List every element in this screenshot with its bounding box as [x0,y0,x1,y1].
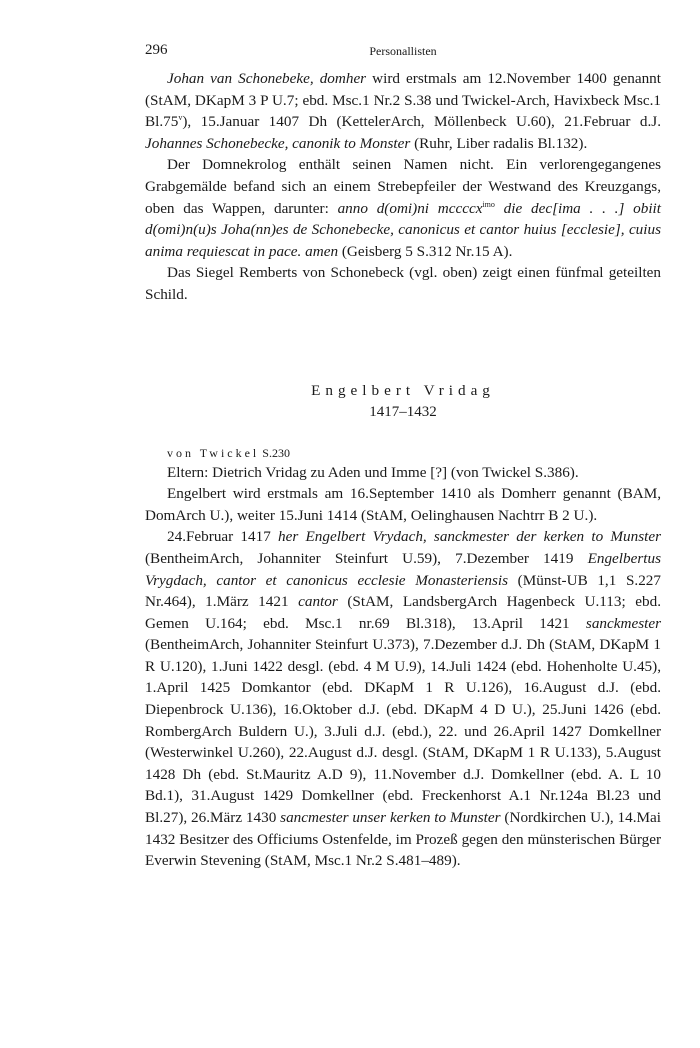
running-title: Personallisten [369,44,437,58]
superscript-text: imo [482,199,495,209]
section-heading [145,380,661,422]
text-run: Engelbert wird erstmals am 16.September 1410 als Domherr genannt (BAM, DomArch U.), weiter 15.Juni 1414 (StAM, Oelinghausen Nachtrr B 2 U.). [145,485,661,524]
italic-text: die dec[ima . . .] obiit d(omi)n(u)s Joha(nn)es de Schonebecke, canonicus et cantor huius [ecclesie], cuius anima requiescat in pace. amen [145,199,661,260]
page [145,42,661,872]
superscript-text: v [178,113,183,123]
text-run: 24.Februar 1417 [167,528,279,546]
text-run: ), 15.Januar 1407 Dh (KettelerArch, Möllenbeck U.60), 21.Februar d.J. [182,113,661,131]
italic-text: cantor [298,593,338,611]
text-run: (Münst-UB 1,1 S.227 Nr.464), 1.März 1421 [145,571,661,611]
italic-text: Engelbertus Vrygdach, cantor et canonicus ecclesie Monasteriensis [145,549,661,589]
body-paragraph [145,483,661,526]
body-paragraph [145,526,661,872]
text-run: Eltern: Dietrich Vridag zu Aden und Imme [?] (von Twickel S.386). [167,463,579,481]
section-title: Engelbert Vridag [311,381,495,399]
text-run: (BentheimArch, Johanniter Steinfurt U.373), 7.Dezember d.J. Dh (StAM, DKapM 1 R U.120), 1.Juni 1422 desgl. (ebd. 4 M U.9), 14.Juli 1424 (ebd. Hohenholte U.45), 1.April 1425 Domkantor (ebd. DKapM 1 R U.126), 16.August d.J. (ebd. Diepenbrock U.136), 16.Oktober d.J. (ebd. DKapM 4 D U.), 25.Juni 1426 (ebd. RombergArch Buldern U.), 3.Juli d.J. (ebd.), 22. und 26.April 1427 Domkellner (Westerwinkel U.260), 22.August d.J. desgl. (StAM, DKapM 1 R U.133), 5.August 1428 Dh (ebd. St.Mauritz A.D 9), 11.November d.J. Domkellner (ebd. A. L 10 Bd.1), 31.August 1429 Domkellner (ebd. Freckenhorst A.1 Nr.124a Bl.23 und Bl.27), 26.März 1430 [145,636,661,827]
running-head [145,42,661,68]
italic-text: her Engelbert Vrydach, sanckmester der kerken to Munster [278,528,661,546]
italic-text: Johannes Schonebecke, canonik to Monster [145,134,411,152]
text-run: (Ruhr, Liber radalis Bl.132). [410,134,588,152]
reference-page: S.230 [262,445,290,460]
text-run: Der Domnekrolog enthält seinen Namen nicht. Ein verlorengegangenes Grabgemälde befand sich an einem Strebepfeiler der Westwand des Kreuzgangs, oben das Wappen, darunter: [145,156,661,217]
text-run: wird erstmals am 12.November 1400 genannt (StAM, DKapM 3 P U.7; ebd. Msc.1 Nr.2 S.38 und Twickel-Arch, Havixbeck Msc.1 Bl.75 [145,70,661,131]
text-run: (StAM, LandsbergArch Hagenbeck U.113; ebd. Gemen U.164; ebd. Msc.1 nr.69 Bl.318), 13.April 1421 [145,593,661,632]
body-paragraph [145,462,661,484]
italic-text: sanckmester [585,614,661,632]
reference-label: von Twickel [167,445,260,460]
italic-text: anno d(omi)ni mccccx [337,199,483,217]
reference-line [145,444,661,462]
text-run: (Nordkirchen U.), 14.Mai 1432 Besitzer des Officiums Ostenfelde, im Prozeß gegen den münsterischen Bürger Everwin Stevening (StAM, Msc.1 Nr.2 S.481–489). [145,809,662,870]
text-run: (Geisberg 5 S.312 Nr.15 A). [338,242,513,260]
section-years: 1417–1432 [369,403,437,420]
text-run: Das Siegel Remberts von Schonebeck (vgl. oben) zeigt einen fünfmal geteilten Schild. [145,264,661,303]
intro-paragraph [145,154,661,262]
italic-text: Johan van Schonebeke, domher [167,70,367,87]
text-run: (BentheimArch, Johanniter Steinfurt U.59), 7.Dezember 1419 [145,549,588,567]
italic-text: sancmester unser kerken to Munster [280,809,501,827]
intro-paragraph [145,262,661,305]
intro-paragraph [145,68,661,154]
page-number: 296 [145,42,168,58]
